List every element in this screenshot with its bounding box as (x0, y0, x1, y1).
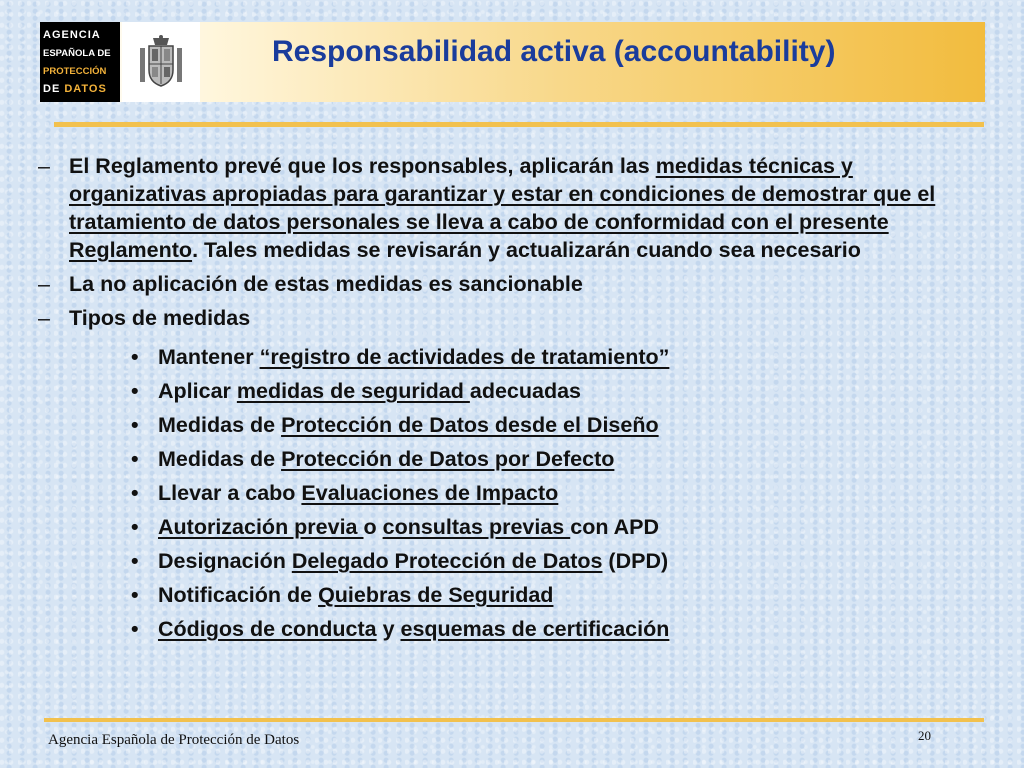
logo-line-1: AGENCIA (43, 28, 101, 41)
spanish-coat-of-arms-icon (138, 34, 184, 90)
dash-item-3 (38, 304, 988, 332)
measure-underlined: “registro de actividades de tratamiento” (259, 345, 670, 369)
agency-logo (40, 22, 120, 102)
measure-item (131, 476, 988, 510)
bullet-glyph: • (131, 447, 139, 471)
bullet-glyph: • (131, 345, 139, 369)
logo-line-3: PROTECCIÓN (43, 65, 107, 77)
measure-underlined: Protección de Datos por Defecto (281, 447, 615, 471)
measures-list (38, 340, 988, 646)
measure-text: Aplicar (158, 379, 237, 403)
dash-item-2-text: La no aplicación de estas medidas es sancionable (69, 272, 583, 296)
page-number: 20 (918, 728, 931, 743)
measure-text: y (376, 617, 401, 641)
measure-text: (DPD) (602, 549, 669, 573)
bullet-glyph: • (131, 549, 139, 573)
dash-item-1-text-a: El Reglamento prevé que los responsables, aplicarán las (69, 154, 656, 178)
measure-underlined: Delegado Protección de Datos (291, 549, 603, 573)
measure-item (131, 442, 988, 476)
measure-underlined: esquemas de certificación (400, 617, 670, 641)
measure-text: Medidas de (158, 447, 282, 471)
measure-text: Mantener (158, 345, 260, 369)
dash-item-1-text-b: . Tales medidas se revisarán y actualizarán cuando sea necesario (192, 238, 861, 262)
measure-underlined: Protección de Datos desde el Diseño (281, 413, 659, 437)
measure-item (131, 408, 988, 442)
measure-underlined: medidas de seguridad (236, 379, 470, 403)
dash-item-1-underlined: medidas técnicas y organizativas apropiadas para garantizar y estar en condiciones de demostrar que el tratamiento de datos personales se lleva a cabo de conformidad con el presente Reglamento (69, 154, 936, 262)
measure-underlined: Autorización previa (158, 515, 364, 539)
dash-glyph: – (38, 306, 50, 330)
logo-line-4b: DATOS (64, 82, 107, 95)
measure-underlined: Quiebras de Seguridad (318, 583, 554, 607)
page-title: Responsabilidad activa (accountability) (272, 35, 836, 68)
bullet-glyph: • (131, 583, 139, 607)
measure-text: con APD (570, 515, 660, 539)
measure-item (131, 612, 988, 646)
coat-of-arms-box (122, 22, 200, 102)
bullet-glyph: • (131, 515, 139, 539)
measure-underlined: Códigos de conducta (158, 617, 377, 641)
measure-text: o (363, 515, 383, 539)
logo-line-2: ESPAÑOLA DE (43, 47, 111, 59)
measure-text: Designación (158, 549, 292, 573)
dash-glyph: – (38, 272, 50, 296)
bullet-glyph: • (131, 481, 139, 505)
bottom-divider (44, 718, 984, 722)
bullet-glyph: • (131, 379, 139, 403)
measure-text: Llevar a cabo (158, 481, 302, 505)
dash-item-2 (38, 270, 988, 298)
dash-item-3-text: Tipos de medidas (69, 306, 251, 330)
logo-line-4 (43, 83, 120, 96)
measure-item (131, 374, 988, 408)
measure-underlined: Evaluaciones de Impacto (301, 481, 559, 505)
measure-text: Notificación de (158, 583, 319, 607)
slide-content (38, 152, 988, 646)
measure-text: adecuadas (469, 379, 582, 403)
top-divider (54, 122, 984, 127)
logo-line-4a: DE (43, 82, 61, 95)
measure-item (131, 340, 988, 374)
footer-org: Agencia Española de Protección de Datos (48, 732, 300, 748)
measure-underlined: consultas previas (382, 515, 571, 539)
dash-glyph: – (38, 154, 50, 178)
measure-item (131, 510, 988, 544)
bullet-glyph: • (131, 617, 139, 641)
measure-text: Medidas de (158, 413, 282, 437)
measure-item (131, 578, 988, 612)
dash-item-1 (38, 152, 988, 264)
measure-item (131, 544, 988, 578)
bullet-glyph: • (131, 413, 139, 437)
